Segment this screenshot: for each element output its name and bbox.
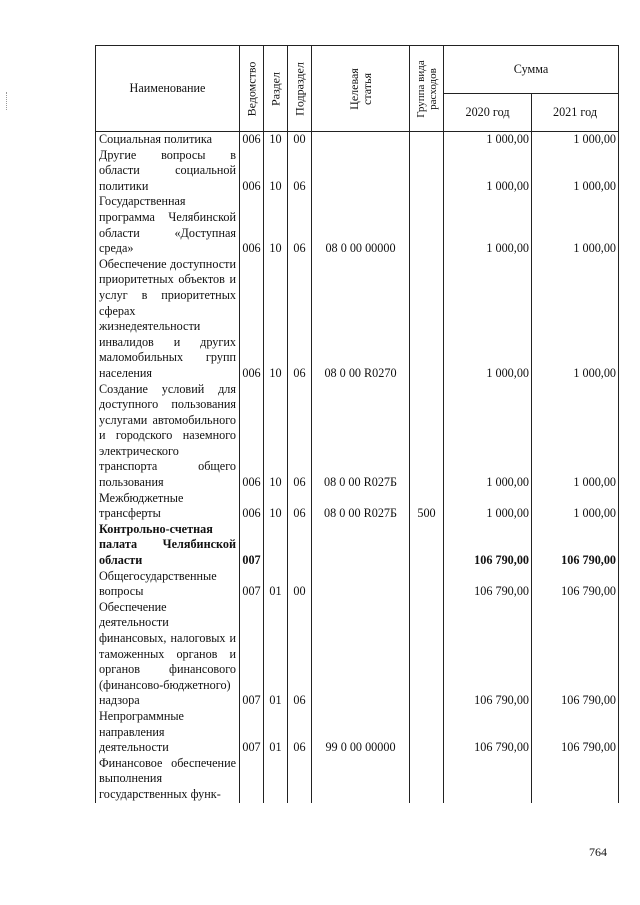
table-row bbox=[96, 709, 619, 756]
cell-vedomstvo: 007 bbox=[240, 522, 264, 569]
cell-vedomstvo: 007 bbox=[240, 709, 264, 756]
cell-razdel: 01 bbox=[264, 709, 288, 756]
cell-sum-2021 bbox=[532, 756, 619, 803]
cell-sum-2021: 1 000,00 bbox=[532, 194, 619, 256]
name: Финансовое обеспечение выполнения государственных функ- bbox=[96, 756, 240, 803]
name: Государственная программа Челябинской области «Доступная среда» bbox=[96, 194, 240, 256]
table-body bbox=[96, 132, 619, 803]
table-row bbox=[96, 382, 619, 491]
table-row bbox=[96, 600, 619, 709]
name: Межбюджетные трансферты bbox=[96, 491, 240, 522]
name: Обеспечение доступности приоритетных объектов и услуг в приоритетных сферах жизнедеятельности инвалидов и других маломобильных групп населения bbox=[96, 257, 240, 382]
cell-group bbox=[410, 257, 444, 382]
cell-razdel: 10 bbox=[264, 382, 288, 491]
cell-razdel bbox=[264, 756, 288, 803]
cell-podrazdel bbox=[288, 522, 312, 569]
cell-podrazdel: 00 bbox=[288, 132, 312, 148]
cell-group bbox=[410, 709, 444, 756]
page-number: 764 bbox=[589, 845, 607, 859]
cell-sum-2020: 106 790,00 bbox=[444, 600, 532, 709]
header-year-2020: 2020 год bbox=[444, 94, 532, 132]
cell-vedomstvo: 006 bbox=[240, 491, 264, 522]
cell-sum-2020: 1 000,00 bbox=[444, 194, 532, 256]
table-row bbox=[96, 756, 619, 803]
cell-sum-2020: 106 790,00 bbox=[444, 522, 532, 569]
cell-podrazdel: 00 bbox=[288, 569, 312, 600]
cell-sum-2021: 1 000,00 bbox=[532, 257, 619, 382]
cell-target bbox=[312, 132, 410, 148]
cell-sum-2021: 106 790,00 bbox=[532, 600, 619, 709]
cell-sum-2020: 106 790,00 bbox=[444, 569, 532, 600]
cell-podrazdel: 06 bbox=[288, 257, 312, 382]
cell-target: 08 0 00 R027Б bbox=[312, 382, 410, 491]
name: Социальная политика bbox=[96, 132, 240, 148]
cell-sum-2021: 1 000,00 bbox=[532, 491, 619, 522]
table-row bbox=[96, 132, 619, 148]
cell-target bbox=[312, 569, 410, 600]
header-target: Целевая статья bbox=[312, 46, 410, 132]
cell-razdel: 10 bbox=[264, 257, 288, 382]
cell-razdel bbox=[264, 522, 288, 569]
scan-mark bbox=[6, 92, 8, 110]
cell-razdel: 10 bbox=[264, 148, 288, 195]
cell-sum-2021: 106 790,00 bbox=[532, 569, 619, 600]
cell-razdel: 10 bbox=[264, 194, 288, 256]
cell-sum-2020: 1 000,00 bbox=[444, 257, 532, 382]
cell-group bbox=[410, 600, 444, 709]
cell-podrazdel: 06 bbox=[288, 382, 312, 491]
name: Контрольно-счетная палата Челябинской области bbox=[96, 522, 240, 569]
cell-group bbox=[410, 756, 444, 803]
cell-vedomstvo: 006 bbox=[240, 257, 264, 382]
cell-vedomstvo: 006 bbox=[240, 194, 264, 256]
name: Обеспечение деятельности финансовых, налоговых и таможенных органов и органов финансового (финансово-бюджетного) надзора bbox=[96, 600, 240, 709]
table-row bbox=[96, 148, 619, 195]
cell-sum-2020: 106 790,00 bbox=[444, 709, 532, 756]
name: Создание условий для доступного пользования услугами автомобильного и городского наземного электрического транспорта общего пользования bbox=[96, 382, 240, 491]
cell-group bbox=[410, 132, 444, 148]
cell-sum-2021: 1 000,00 bbox=[532, 132, 619, 148]
table-row bbox=[96, 257, 619, 382]
cell-sum-2021: 106 790,00 bbox=[532, 709, 619, 756]
cell-target: 08 0 00 R0270 bbox=[312, 257, 410, 382]
cell-razdel: 01 bbox=[264, 600, 288, 709]
table-row bbox=[96, 522, 619, 569]
cell-sum-2020: 1 000,00 bbox=[444, 491, 532, 522]
cell-podrazdel: 06 bbox=[288, 491, 312, 522]
budget-table-sheet bbox=[95, 45, 618, 803]
cell-target: 08 0 00 R027Б bbox=[312, 491, 410, 522]
cell-target: 08 0 00 00000 bbox=[312, 194, 410, 256]
budget-table bbox=[95, 45, 619, 803]
cell-podrazdel bbox=[288, 756, 312, 803]
cell-podrazdel: 06 bbox=[288, 709, 312, 756]
cell-target: 99 0 00 00000 bbox=[312, 709, 410, 756]
cell-sum-2021: 106 790,00 bbox=[532, 522, 619, 569]
cell-target bbox=[312, 148, 410, 195]
cell-group bbox=[410, 569, 444, 600]
name: Другие вопросы в области социальной политики bbox=[96, 148, 240, 195]
cell-sum-2020: 1 000,00 bbox=[444, 382, 532, 491]
cell-group bbox=[410, 522, 444, 569]
cell-sum-2021: 1 000,00 bbox=[532, 148, 619, 195]
header-razdel: Раздел bbox=[264, 46, 288, 132]
header-vedomstvo: Ведомство bbox=[240, 46, 264, 132]
name: Непрограммные направления деятельности bbox=[96, 709, 240, 756]
cell-sum-2021: 1 000,00 bbox=[532, 382, 619, 491]
cell-razdel: 10 bbox=[264, 491, 288, 522]
cell-sum-2020: 1 000,00 bbox=[444, 132, 532, 148]
cell-razdel: 01 bbox=[264, 569, 288, 600]
cell-sum-2020: 1 000,00 bbox=[444, 148, 532, 195]
cell-target bbox=[312, 522, 410, 569]
header-year-2021: 2021 год bbox=[532, 94, 619, 132]
cell-podrazdel: 06 bbox=[288, 600, 312, 709]
cell-vedomstvo bbox=[240, 756, 264, 803]
header-name: Наименование bbox=[96, 46, 240, 132]
cell-group bbox=[410, 148, 444, 195]
cell-razdel: 10 bbox=[264, 132, 288, 148]
cell-vedomstvo: 006 bbox=[240, 382, 264, 491]
cell-vedomstvo: 007 bbox=[240, 569, 264, 600]
cell-sum-2020 bbox=[444, 756, 532, 803]
cell-vedomstvo: 006 bbox=[240, 132, 264, 148]
table-row bbox=[96, 569, 619, 600]
header-podrazdel: Подраздел bbox=[288, 46, 312, 132]
cell-podrazdel: 06 bbox=[288, 148, 312, 195]
cell-vedomstvo: 007 bbox=[240, 600, 264, 709]
name: Общегосударственные вопросы bbox=[96, 569, 240, 600]
cell-group bbox=[410, 194, 444, 256]
cell-vedomstvo: 006 bbox=[240, 148, 264, 195]
table-row bbox=[96, 194, 619, 256]
header-group: Группа вида расходов bbox=[410, 46, 444, 132]
cell-target bbox=[312, 600, 410, 709]
cell-target bbox=[312, 756, 410, 803]
table-row bbox=[96, 491, 619, 522]
cell-podrazdel: 06 bbox=[288, 194, 312, 256]
header-sum: Сумма bbox=[444, 46, 619, 94]
cell-group: 500 bbox=[410, 491, 444, 522]
cell-group bbox=[410, 382, 444, 491]
